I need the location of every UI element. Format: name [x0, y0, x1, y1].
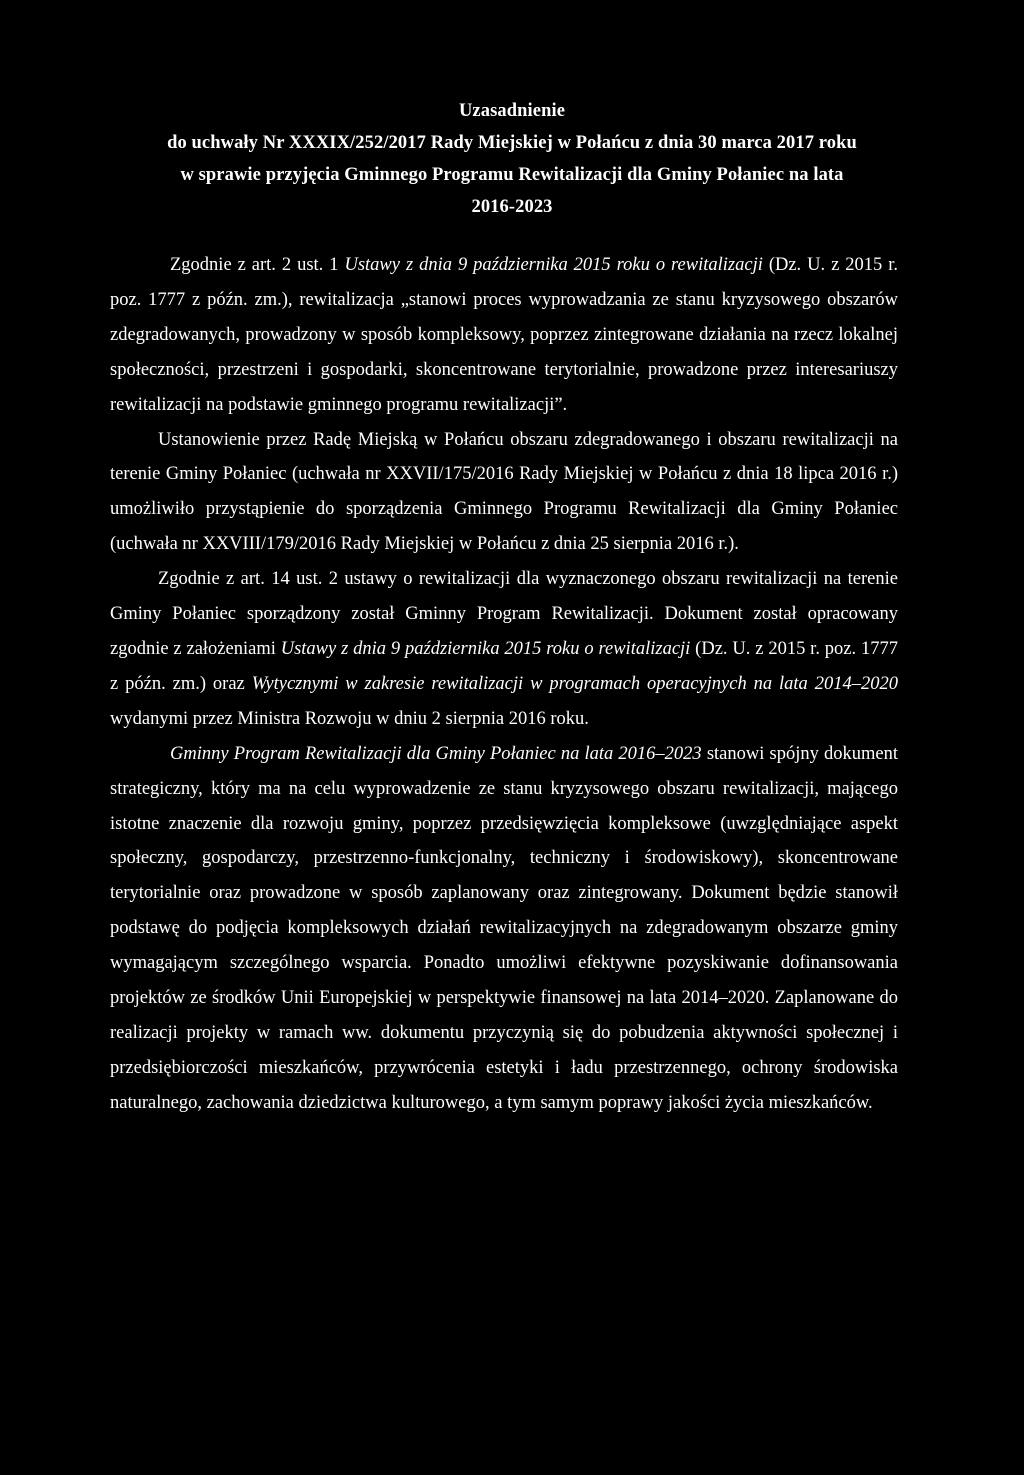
document-title: Uzasadnienie [458, 101, 566, 121]
resolution-reference: do uchwały Nr XXXIX/252/2017 Rady Miejskiej w Połańcu z dnia 30 marca 2017 roku [167, 133, 857, 153]
document-header [100, 95, 924, 223]
paragraph-4-text-b: stanowi spójny dokument strategiczny, który ma na celu wyprowadzenie ze stanu kryzysowego obszaru rewitalizacji, mającego istotne znaczenie dla rozwoju gminy, poprzez przedsięwzięcia kompleksowe (uwzględniające aspekt społeczny, gospodarczy, przestrzenno-funkcjonalny, techniczny i środowiskowy), skoncentrowane terytorialnie oraz prowadzone w sposób zaplanowany oraz zintegrowany. Dokument będzie stanowił podstawę do podjęcia kompleksowych działań rewitalizacyjnych na zdegradowanym obszarze gminy wymagającym szczególnego wsparcia. Ponadto umożliwi efektywne pozyskiwanie dofinansowania projektów ze środków Unii Europejskiej w perspektywie finansowej na lata 2014–2020. Zaplanowane do realizacji projekty w ramach ww. dokumentu przyczynią się do pobudzenia aktywności społecznej i przedsiębiorczości mieszkańców, przywrócenia estetyki i ładu przestrzennego, ochrony środowiska naturalnego, zachowania dziedzictwa kulturowego, a tym samym poprawy jakości życia mieszkańców. [110, 743, 898, 1113]
paragraph-3 [110, 562, 898, 737]
paragraph-2: Ustanowienie przez Radę Miejską w Połańcu obszaru zdegradowanego i obszaru rewitalizacji na terenie Gminy Połaniec (uchwała nr XXVII/175/2016 Rady Miejskiej w Połańcu z dnia 18 lipca 2016 r.) umożliwiło przystąpienie do sporządzenia Gminnego Programu Rewitalizacji dla Gminy Połaniec (uchwała nr XXVIII/179/2016 Rady Miejskiej w Połańcu z dnia 25 sierpnia 2016 r.). [110, 429, 898, 555]
resolution-years: 2016-2023 [471, 197, 553, 217]
paragraph-3-guidelines-title: Wytycznymi w zakresie rewitalizacji w programach operacyjnych na lata 2014–2020 [251, 673, 898, 694]
paragraph-1-text-a: Zgodnie z art. 2 ust. 1 [170, 255, 345, 275]
paragraph-3-text-e: wydanymi przez Ministra Rozwoju w dniu 2 sierpnia 2016 roku. [110, 708, 589, 729]
resolution-subject: w sprawie przyjęcia Gminnego Programu Rewitalizacji dla Gminy Połaniec na lata [180, 165, 844, 185]
paragraph-1-text-c: (Dz. U. z 2015 r. poz. 1777 z późn. zm.), rewitalizacja „stanowi proces wyprowadzania ze stanu kryzysowego obszarów zdegradowanych, prowadzony w sposób kompleksowy, poprzez zintegrowane działania na rzecz lokalnej społeczności, przestrzeni i gospodarki, skoncentrowane terytorialnie, prowadzone przez interesariuszy rewitalizacji na podstawie gminnego programu rewitalizacji”. [110, 255, 898, 415]
paragraph-4 [110, 737, 898, 1121]
paragraph-3-text-c: (Dz. U. z 2015 r. poz. 1777 z późn. zm.) oraz [110, 638, 899, 694]
document-body [110, 248, 898, 1121]
paragraph-3-act-title: Ustawy z dnia 9 października 2015 roku o rewitalizacji [280, 638, 691, 659]
paragraph-1-act-title: Ustawy z dnia 9 października 2015 roku o rewitalizacji [344, 255, 763, 275]
paragraph-3-text-a: Zgodnie z art. 14 ust. 2 ustawy o rewitalizacji dla wyznaczonego obszaru rewitalizacji na terenie Gminy Połaniec sporządzony został Gminny Program Rewitalizacji. Dokument został opracowany zgodnie z założeniami [110, 569, 898, 659]
paragraph-4-program-title: Gminny Program Rewitalizacji dla Gminy Połaniec na lata 2016–2023 [170, 743, 702, 764]
paragraph-1 [110, 248, 898, 423]
